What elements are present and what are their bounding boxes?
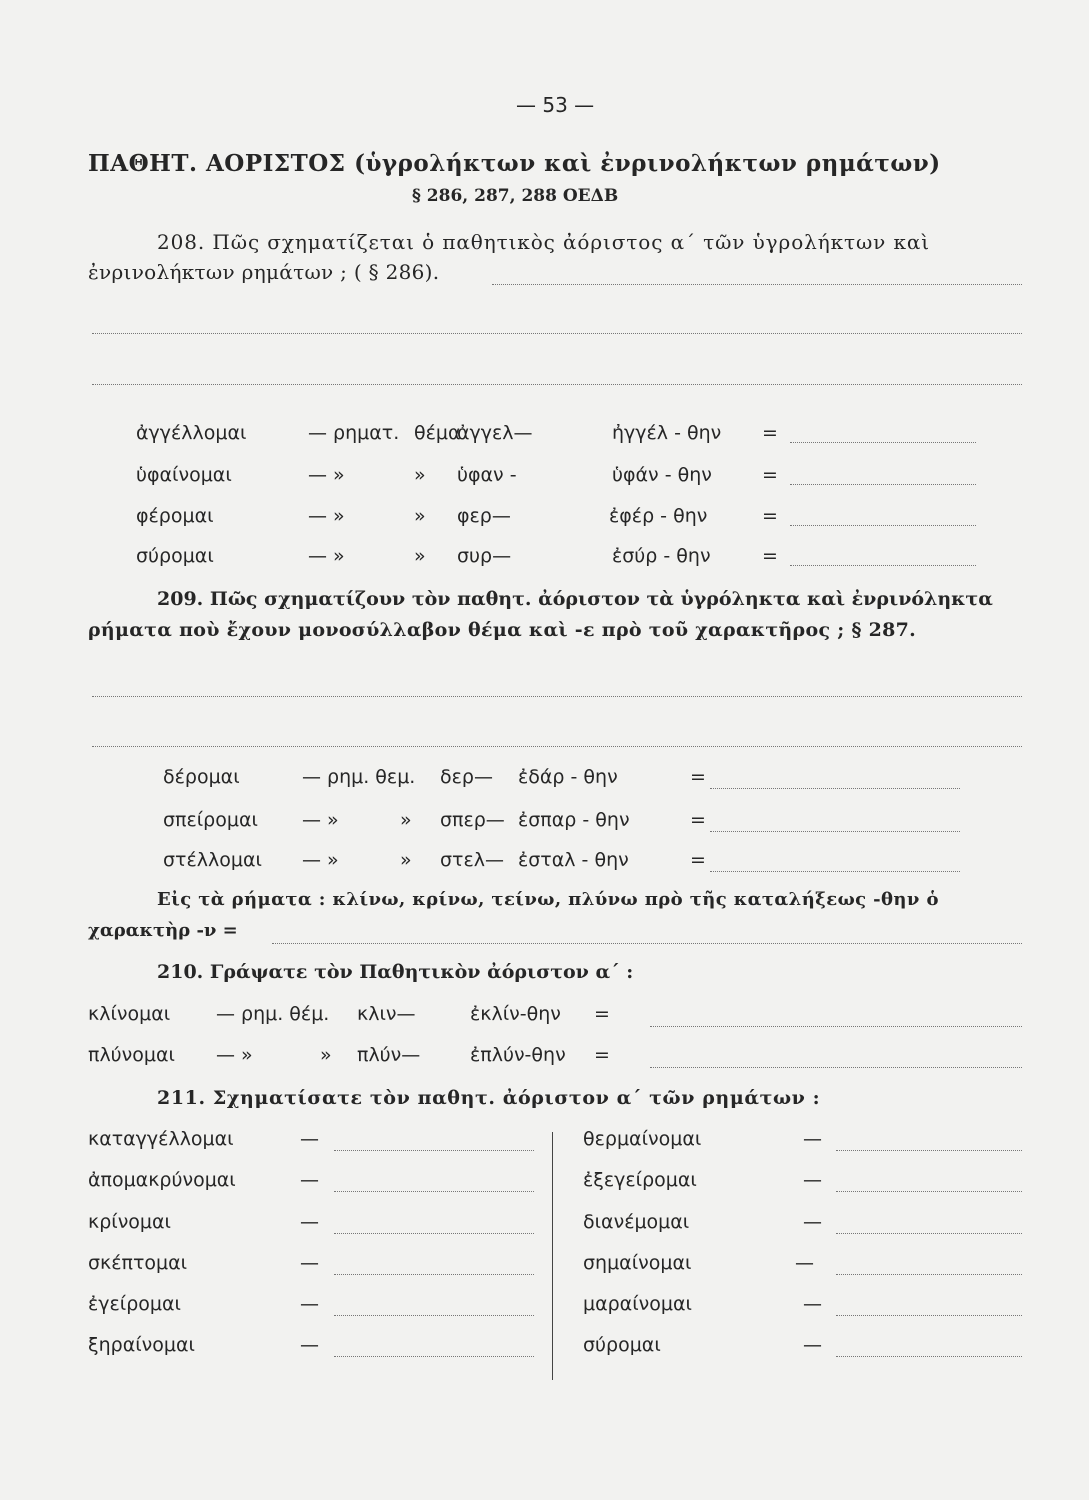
answer-line[interactable]	[334, 1274, 534, 1275]
verb: ὑφαίνομαι	[136, 464, 232, 486]
answer-line[interactable]	[790, 525, 976, 526]
answer-line[interactable]	[272, 943, 1022, 944]
theme: κλιν—	[357, 1003, 416, 1025]
verb: στέλλομαι	[163, 849, 262, 871]
theme: δερ—	[440, 766, 493, 788]
dash: —	[795, 1252, 814, 1274]
verb: ἀγγέλλομαι	[136, 422, 247, 444]
verb: ἐγείρομαι	[88, 1293, 181, 1315]
q208-line2: ἐνρινολήκτων ρημάτων ; ( § 286).	[88, 260, 440, 284]
dash-label: — ρηματ.	[308, 422, 400, 444]
verb: ἐξεγείρομαι	[583, 1169, 697, 1191]
dash-label: — »	[308, 505, 345, 527]
column-divider	[552, 1132, 553, 1380]
form: ἐσύρ - θην	[612, 545, 711, 567]
dash: —	[803, 1169, 822, 1191]
answer-line[interactable]	[334, 1150, 534, 1151]
q208-line1: 208. Πῶς σχηματίζεται ὁ παθητικὸς ἀόριστος α΄ τῶν ὑγρολήκτων καὶ	[157, 230, 931, 254]
dash: —	[300, 1293, 319, 1315]
theme: ἀγγελ—	[457, 422, 533, 444]
answer-line[interactable]	[836, 1233, 1022, 1234]
dash-label: — »	[308, 545, 345, 567]
theme-label: »	[414, 505, 426, 527]
dash-label: — ρημ. θεμ.	[302, 766, 416, 788]
theme-label: »	[320, 1044, 332, 1066]
answer-line[interactable]	[92, 696, 1022, 697]
equals: =	[762, 505, 778, 527]
answer-line[interactable]	[334, 1356, 534, 1357]
equals: =	[690, 849, 706, 871]
verb: φέρομαι	[136, 505, 214, 527]
answer-line[interactable]	[650, 1067, 1022, 1068]
dash: —	[300, 1252, 319, 1274]
verb: καταγγέλλομαι	[88, 1128, 234, 1150]
q209-line1: 209. Πῶς σχηματίζουν τὸν παθητ. ἀόριστον τὰ ὑγρόληκτα καὶ ἐνρινόληκτα	[157, 588, 993, 610]
equals: =	[594, 1044, 610, 1066]
page-number: — 53 —	[516, 93, 595, 117]
answer-line[interactable]	[710, 788, 960, 789]
answer-line[interactable]	[790, 484, 976, 485]
form: ἐφέρ - θην	[609, 505, 708, 527]
verb: δέρομαι	[163, 766, 240, 788]
dash-label: — »	[216, 1044, 253, 1066]
verb: σπείρομαι	[163, 809, 258, 831]
theme: ὑφαν -	[457, 464, 517, 486]
form: ἐδάρ - θην	[518, 766, 618, 788]
form: ἠγγέλ - θην	[612, 422, 722, 444]
theme: πλύν—	[357, 1044, 421, 1066]
equals: =	[690, 809, 706, 831]
dash: —	[803, 1293, 822, 1315]
equals: =	[594, 1003, 610, 1025]
subtitle: § 286, 287, 288 ΟΕΔΒ	[412, 186, 619, 206]
dash-label: — »	[302, 849, 339, 871]
note-line1: Εἰς τὰ ρήματα : κλίνω, κρίνω, τείνω, πλύνω πρὸ τῆς καταλήξεως -θην ὁ	[157, 889, 939, 910]
theme-label: »	[414, 545, 426, 567]
verb: σκέπτομαι	[88, 1252, 188, 1274]
dash: —	[300, 1128, 319, 1150]
theme-label: θέμα	[414, 422, 461, 444]
answer-line[interactable]	[790, 565, 976, 566]
note-line2: χαρακτὴρ -ν =	[88, 920, 238, 941]
verb: σύρομαι	[136, 545, 214, 567]
answer-line[interactable]	[334, 1191, 534, 1192]
verb: ξηραίνομαι	[88, 1334, 195, 1356]
equals: =	[690, 766, 706, 788]
dash: —	[803, 1334, 822, 1356]
answer-line[interactable]	[836, 1274, 1022, 1275]
theme-label: »	[414, 464, 426, 486]
answer-line[interactable]	[790, 442, 976, 443]
dash: —	[803, 1211, 822, 1233]
answer-line[interactable]	[836, 1356, 1022, 1357]
answer-line[interactable]	[334, 1315, 534, 1316]
form: ἐσταλ - θην	[518, 849, 629, 871]
verb: σύρομαι	[583, 1334, 661, 1356]
answer-line[interactable]	[92, 384, 1022, 385]
verb: σημαίνομαι	[583, 1252, 692, 1274]
form: ἐκλίν-θην	[470, 1003, 561, 1025]
q210-title: 210. Γράψατε τὸν Παθητικὸν ἀόριστον α΄ :	[157, 961, 634, 983]
theme: συρ—	[457, 545, 512, 567]
dash: —	[300, 1169, 319, 1191]
dash-label: — ρημ. θέμ.	[216, 1003, 330, 1025]
q211-title: 211. Σχηματίσατε τὸν παθητ. ἀόριστον α΄ τῶν ρημάτων :	[157, 1087, 821, 1109]
theme-label: »	[400, 849, 412, 871]
form: ὑφάν - θην	[612, 464, 712, 486]
dash-label: — »	[302, 809, 339, 831]
equals: =	[762, 422, 778, 444]
verb: θερμαίνομαι	[583, 1128, 702, 1150]
theme-label: »	[400, 809, 412, 831]
answer-line[interactable]	[710, 871, 960, 872]
q209-line2: ρήματα ποὺ ἔχουν μονοσύλλαβον θέμα καὶ -ε πρὸ τοῦ χαρακτῆρος ; § 287.	[88, 619, 917, 641]
answer-line[interactable]	[836, 1191, 1022, 1192]
dash-label: — »	[308, 464, 345, 486]
answer-line[interactable]	[650, 1026, 1022, 1027]
answer-line[interactable]	[710, 831, 960, 832]
answer-line[interactable]	[92, 746, 1022, 747]
verb: πλύνομαι	[88, 1044, 175, 1066]
theme: στελ—	[440, 849, 504, 871]
verb: κρίνομαι	[88, 1211, 171, 1233]
verb: διανέμομαι	[583, 1211, 690, 1233]
theme: φερ—	[457, 505, 511, 527]
verb: κλίνομαι	[88, 1003, 171, 1025]
page-title: ΠΑΘΗΤ. ΑΟΡΙΣΤΟΣ (ὑγρολήκτων καὶ ἐνρινολήκτων ρημάτων)	[88, 150, 941, 177]
form: ἐσπαρ - θην	[518, 809, 630, 831]
verb: μαραίνομαι	[583, 1293, 692, 1315]
verb: ἀπομακρύνομαι	[88, 1169, 236, 1191]
equals: =	[762, 545, 778, 567]
answer-line[interactable]	[92, 333, 1022, 334]
equals: =	[762, 464, 778, 486]
answer-line[interactable]	[836, 1150, 1022, 1151]
theme: σπερ—	[440, 809, 505, 831]
answer-line[interactable]	[836, 1315, 1022, 1316]
dash: —	[803, 1128, 822, 1150]
answer-line[interactable]	[334, 1233, 534, 1234]
dash: —	[300, 1211, 319, 1233]
answer-line[interactable]	[492, 284, 1022, 285]
dash: —	[300, 1334, 319, 1356]
form: ἐπλύν-θην	[470, 1044, 566, 1066]
